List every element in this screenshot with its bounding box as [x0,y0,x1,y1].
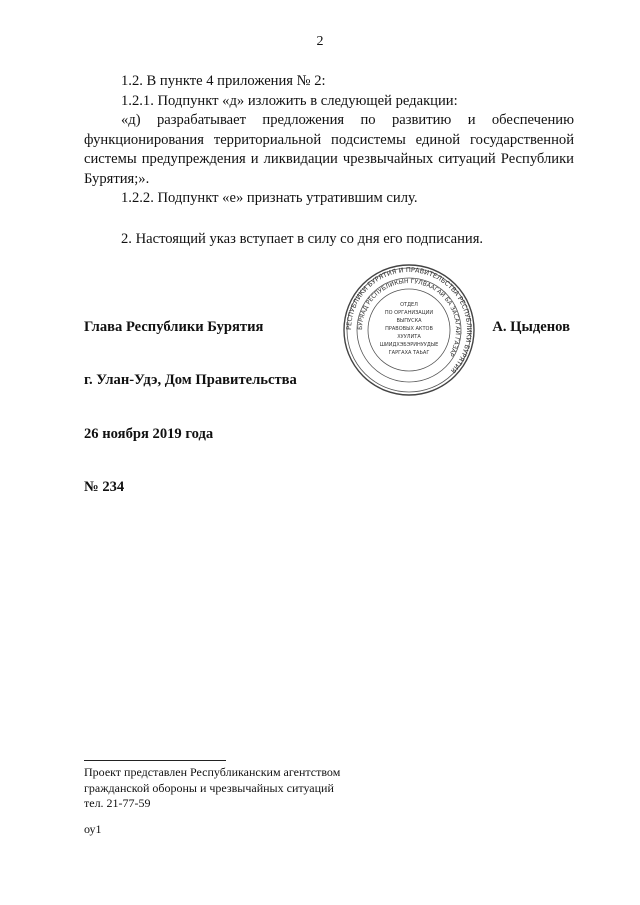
official-seal [342,263,476,397]
paragraph-1-2: 1.2. В пункте 4 приложения № 2: [121,73,326,89]
paragraph-2: 2. Настоящий указ вступает в силу со дня его подписания. [121,230,484,247]
signing-place: г. Улан-Удэ, Дом Правительства [84,372,297,388]
signatory-title: Глава Республики Бурятия [84,319,264,335]
document-code: оу1 [84,822,102,836]
page-number: 2 [316,34,324,49]
paragraph-quote-d: «д) разрабатывает предложения по развитию и обеспечению функционирования территориальной подсистемы единой государственной системы предупреждения и ликвидации чрезвычайных ситуаций Республики Бурятия;». [84,112,574,187]
seal-center-line: ПО ОРГАНИЗАЦИИ [384,310,434,316]
seal-center-line: ВЫПУСКА [396,318,422,324]
seal-center-line: ХУУЛИТА [397,334,421,340]
signing-date: 26 ноября 2019 года [84,426,214,442]
footnote-line: гражданской обороны и чрезвычайных ситуаций [84,780,334,795]
footnote-divider [84,760,226,761]
footnote-line: Проект представлен Республиканским агентством [84,765,341,779]
footnote [84,765,340,812]
seal-outer-text: РЕСПУБЛИКИ БУРЯТИЯ И ПРАВИТЕЛЬСТВА РЕСПУБЛИКИ БУРЯТИЯ [344,265,474,375]
seal-center-line: ПРАВОВЫХ АКТОВ [385,326,433,332]
seal-inner-text: БУРЯАД РЕСПУБЛИКЫН ГУЛВААГАЙ БА ЗАСАГАЙ ГАЗАР [356,277,462,358]
seal-center-line: ГАРГАХА ТАЬАГ [388,350,430,356]
decree-body [84,72,574,249]
seal-center-line: ОТДЕЛ [400,302,418,308]
footnote-line: тел. 21-77-59 [84,796,151,810]
seal-center-line: ШИИДХЭБЭРИНУУДЫЕ [379,342,439,348]
paragraph-1-2-1: 1.2.1. Подпункт «д» изложить в следующей редакции: [121,92,458,109]
decree-number: № 234 [84,479,125,495]
signatory-name: А. Цыденов [492,319,570,335]
paragraph-1-2-2: 1.2.2. Подпункт «е» признать утратившим силу. [121,190,418,206]
